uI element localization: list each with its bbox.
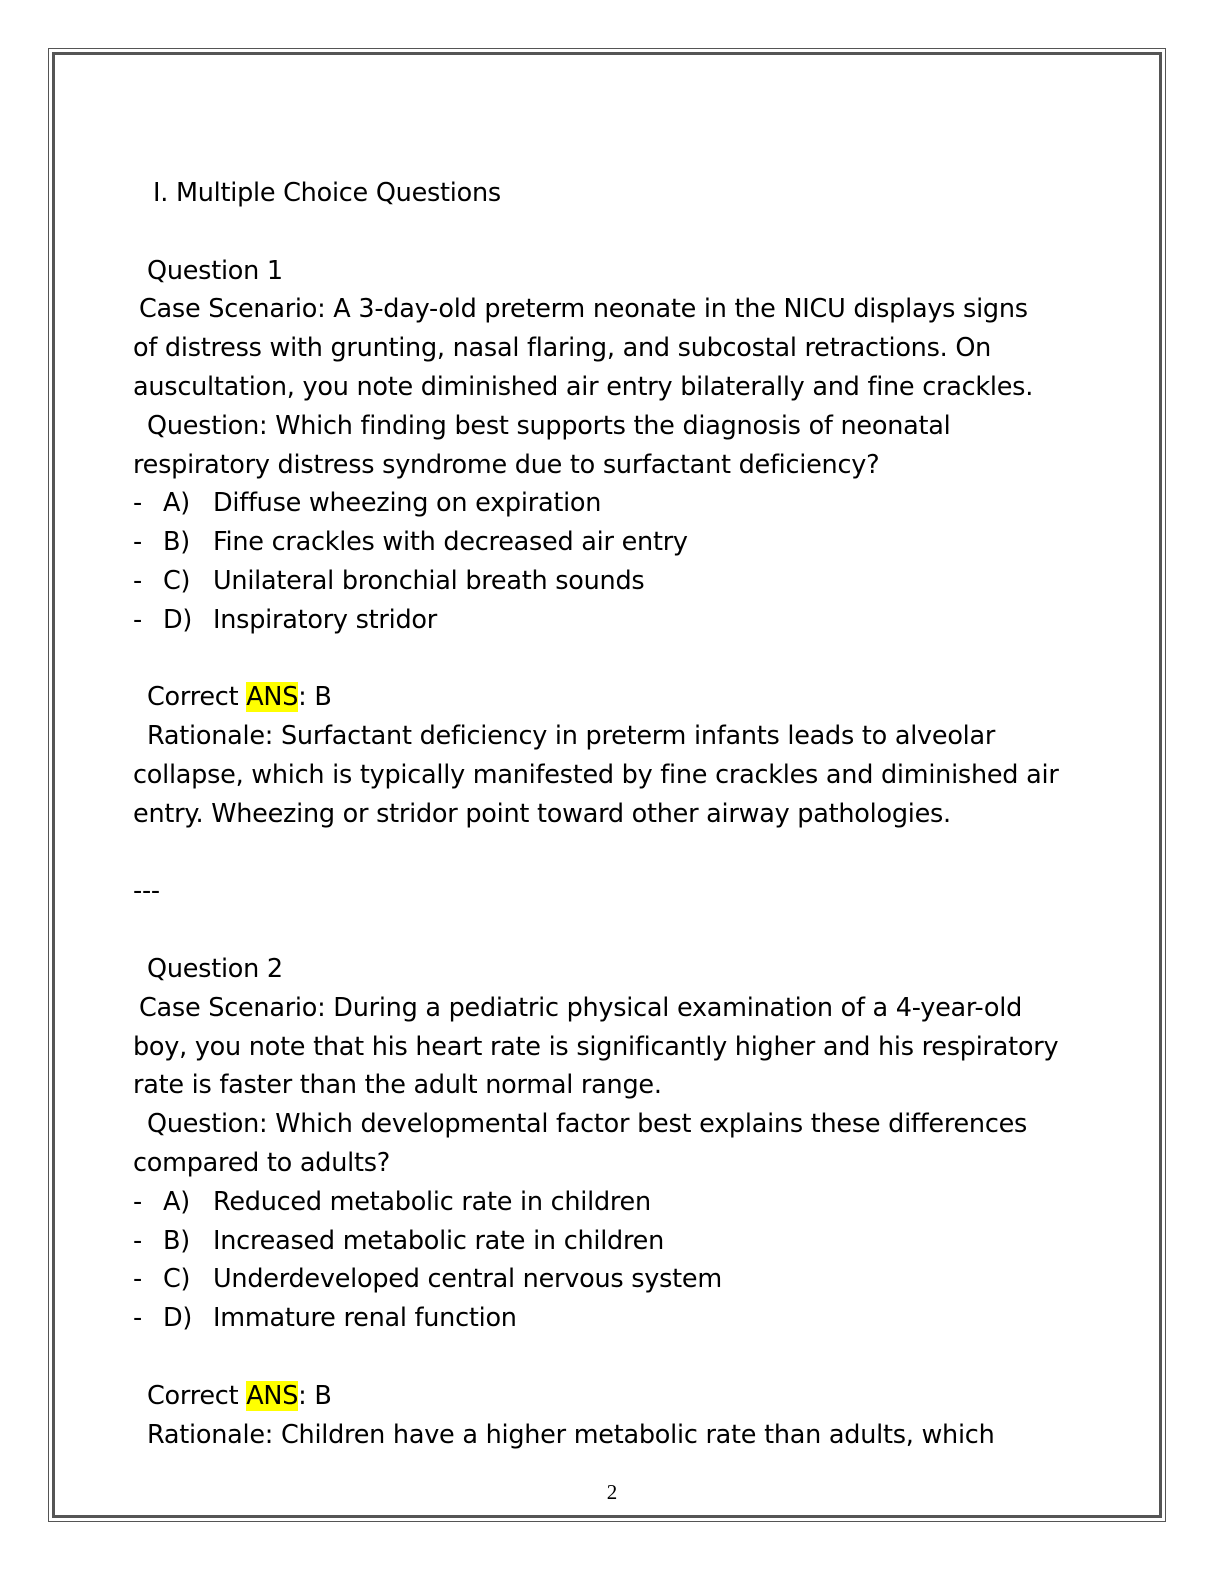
option-letter: C) bbox=[163, 1264, 191, 1295]
option-letter: D) bbox=[163, 1303, 193, 1334]
option-text: Unilateral bronchial breath sounds bbox=[213, 565, 645, 596]
option-letter: B) bbox=[163, 527, 190, 558]
option-dash: - bbox=[133, 1264, 142, 1295]
answer-prefix: Correct bbox=[147, 1380, 247, 1411]
option-dash: - bbox=[133, 565, 142, 596]
answer-value: : B bbox=[298, 1380, 332, 1411]
option-dash: - bbox=[133, 1186, 142, 1217]
option-text: Increased metabolic rate in children bbox=[213, 1225, 665, 1256]
option-dash: - bbox=[133, 1303, 142, 1334]
answer-highlight: ANS bbox=[246, 1380, 299, 1411]
scenario-line: rate is faster than the adult normal range. bbox=[133, 1070, 662, 1101]
rationale-line: collapse, which is typically manifested by fine crackles and diminished air bbox=[133, 759, 1059, 790]
question-line: Question: Which developmental factor best explains these differences bbox=[147, 1109, 1028, 1140]
option-a bbox=[133, 1183, 1113, 1222]
rationale-line: entry. Wheezing or stridor point toward other airway pathologies. bbox=[133, 798, 951, 829]
option-a bbox=[133, 484, 1113, 523]
question-line: compared to adults? bbox=[133, 1147, 391, 1178]
correct-answer bbox=[133, 1377, 1113, 1416]
option-dash: - bbox=[133, 527, 142, 558]
answer-prefix: Correct bbox=[147, 682, 247, 713]
option-letter: A) bbox=[163, 488, 190, 519]
separator: --- bbox=[133, 876, 160, 907]
document-body bbox=[133, 174, 1113, 1454]
option-dash: - bbox=[133, 488, 142, 519]
question-block-1 bbox=[133, 252, 1113, 834]
option-letter: C) bbox=[163, 565, 191, 596]
option-c bbox=[133, 1260, 1113, 1299]
option-text: Inspiratory stridor bbox=[213, 604, 438, 635]
option-text: Diffuse wheezing on expiration bbox=[213, 488, 602, 519]
option-dash: - bbox=[133, 604, 142, 635]
option-c bbox=[133, 562, 1113, 601]
rationale-line: Rationale: Children have a higher metabolic rate than adults, which bbox=[147, 1419, 995, 1450]
scenario-line: Case Scenario: A 3-day-old preterm neonate in the NICU displays signs bbox=[139, 294, 1028, 325]
option-b bbox=[133, 523, 1113, 562]
option-letter: D) bbox=[163, 604, 193, 635]
answer-highlight: ANS bbox=[246, 682, 299, 713]
option-letter: B) bbox=[163, 1225, 190, 1256]
option-d bbox=[133, 1299, 1113, 1338]
question-line: respiratory distress syndrome due to surfactant deficiency? bbox=[133, 449, 880, 480]
question-heading: Question 1 bbox=[147, 255, 283, 286]
option-text: Reduced metabolic rate in children bbox=[213, 1186, 651, 1217]
scenario-line: of distress with grunting, nasal flaring, and subcostal retractions. On bbox=[133, 333, 992, 364]
page-number: 2 bbox=[606, 1480, 618, 1504]
question-heading: Question 2 bbox=[147, 953, 283, 984]
rationale-line: Rationale: Surfactant deficiency in preterm infants leads to alveolar bbox=[147, 721, 996, 752]
scenario-line: boy, you note that his heart rate is significantly higher and his respiratory bbox=[133, 1031, 1059, 1062]
scenario-line: auscultation, you note diminished air entry bilaterally and fine crackles. bbox=[133, 371, 1034, 402]
answer-value: : B bbox=[298, 682, 332, 713]
correct-answer bbox=[133, 678, 1113, 717]
option-text: Underdeveloped central nervous system bbox=[213, 1264, 722, 1295]
option-b bbox=[133, 1222, 1113, 1261]
option-text: Fine crackles with decreased air entry bbox=[213, 527, 688, 558]
option-dash: - bbox=[133, 1225, 142, 1256]
option-text: Immature renal function bbox=[213, 1303, 517, 1334]
question-block-2 bbox=[133, 950, 1113, 1454]
scenario-line: Case Scenario: During a pediatric physical examination of a 4-year-old bbox=[139, 992, 1023, 1023]
option-letter: A) bbox=[163, 1186, 190, 1217]
question-line: Question: Which finding best supports the diagnosis of neonatal bbox=[147, 410, 951, 441]
option-d bbox=[133, 601, 1113, 640]
section-title: I. Multiple Choice Questions bbox=[153, 178, 501, 208]
